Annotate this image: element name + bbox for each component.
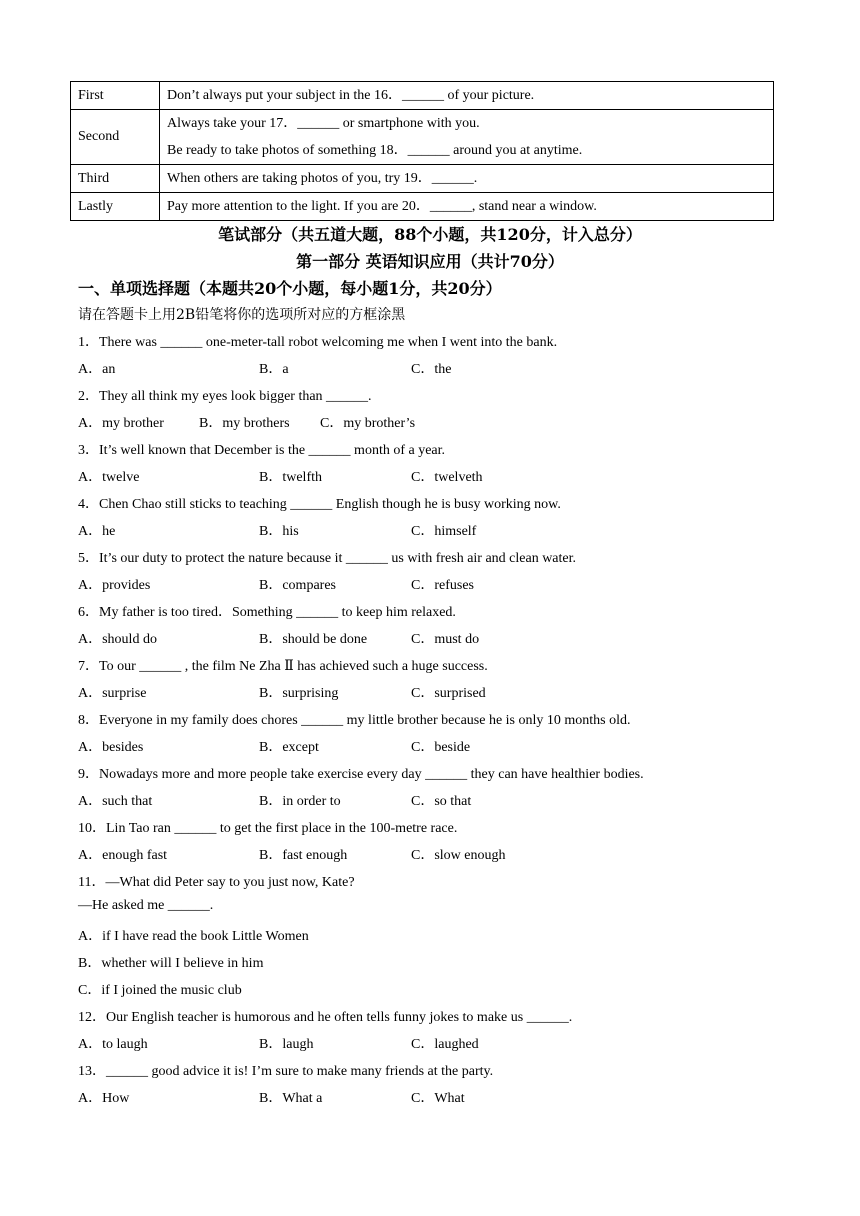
- question-stem: 1．There was ______ one-meter-tall robot welcoming me when I went into the bank.: [78, 335, 558, 350]
- option-b[interactable]: B．surprising: [259, 686, 339, 701]
- option-b[interactable]: B．twelfth: [259, 470, 322, 485]
- question-options: [78, 358, 778, 378]
- question-stem: 3．It’s well known that December is the ______ month of a year.: [78, 443, 446, 458]
- question-stem: 2．They all think my eyes look bigger than ______.: [78, 389, 372, 404]
- option-b[interactable]: B．except: [259, 740, 319, 755]
- question-stem: 11．—What did Peter say to you just now, Kate?: [78, 875, 355, 890]
- row-label: First: [71, 82, 160, 110]
- option-a[interactable]: A．if I have read the book Little Women: [78, 929, 309, 944]
- option-c[interactable]: C．so that: [411, 794, 472, 809]
- row-content: [160, 165, 774, 193]
- question-options: [78, 682, 778, 702]
- option-a[interactable]: A．should do: [78, 632, 157, 647]
- part-one-title: 第一部分 英语知识应用（共计70分）: [296, 252, 564, 271]
- option-b[interactable]: B．whether will I believe in him: [78, 956, 264, 971]
- table-row: [71, 110, 774, 165]
- question-options: [78, 1087, 778, 1107]
- question-stem-reply: —He asked me ______.: [78, 898, 214, 913]
- option-c[interactable]: C．if I joined the music club: [78, 983, 242, 998]
- question-stem: 12．Our English teacher is humorous and he often tells funny jokes to make us ______.: [78, 1010, 573, 1025]
- question-stem: 9．Nowadays more and more people take exercise every day ______ they can have healthier bodies.: [78, 767, 644, 782]
- option-c[interactable]: C．surprised: [411, 686, 486, 701]
- option-b[interactable]: B．compares: [259, 578, 336, 593]
- row-content: [160, 110, 774, 165]
- row-line: When others are taking photos of you, try 19．______.: [167, 171, 478, 186]
- question-stem: 6．My father is too tired．Something ______ to keep him relaxed.: [78, 605, 456, 620]
- option-a[interactable]: A．an: [78, 362, 116, 377]
- option-c[interactable]: C．himself: [411, 524, 477, 539]
- option-a[interactable]: A．surprise: [78, 686, 147, 701]
- table-row: [71, 82, 774, 110]
- row-line: Be ready to take photos of something 18．______ around you at anytime.: [167, 143, 583, 158]
- question-stem: 7．To our ______ , the film Ne Zha Ⅱ has achieved such a huge success.: [78, 659, 488, 674]
- question-options: [78, 736, 778, 756]
- question-stem: 10．Lin Tao ran ______ to get the first place in the 100-metre race.: [78, 821, 458, 836]
- option-b[interactable]: B．What a: [259, 1091, 323, 1106]
- option-a[interactable]: A．twelve: [78, 470, 140, 485]
- question-options: [78, 520, 778, 540]
- table-row: [71, 193, 774, 221]
- row-label: Second: [71, 110, 160, 165]
- option-c[interactable]: C．laughed: [411, 1037, 479, 1052]
- question-options: [78, 628, 778, 648]
- written-part-title: 笔试部分（共五道大题，88个小题，共120分，计入总分）: [218, 225, 642, 244]
- fill-in-table: [70, 81, 774, 221]
- option-b[interactable]: B．his: [259, 524, 299, 539]
- instruction: 请在答题卡上用2B铅笔将你的选项所对应的方框涂黑: [78, 307, 406, 323]
- option-b[interactable]: B．laugh: [259, 1037, 314, 1052]
- row-line: Don’t always put your subject in the 16．______ of your picture.: [167, 88, 535, 103]
- option-b[interactable]: B．my brothers: [199, 416, 290, 431]
- row-content: [160, 82, 774, 110]
- option-c[interactable]: C．What: [411, 1091, 465, 1106]
- option-c[interactable]: C．the: [411, 362, 452, 377]
- row-content: [160, 193, 774, 221]
- option-b[interactable]: B．in order to: [259, 794, 341, 809]
- option-a[interactable]: A．provides: [78, 578, 151, 593]
- question-stem: 4．Chen Chao still sticks to teaching ______ English though he is busy working now.: [78, 497, 561, 512]
- option-a[interactable]: A．my brother: [78, 416, 164, 431]
- question-stem: 8．Everyone in my family does chores ______ my little brother because he is only 10 months old.: [78, 713, 631, 728]
- option-c[interactable]: C．must do: [411, 632, 480, 647]
- question-options: [78, 412, 778, 432]
- section-one-title: 一、单项选择题（本题共20个小题，每小题1分，共20分）: [78, 279, 502, 298]
- option-b[interactable]: B．fast enough: [259, 848, 348, 863]
- question-stem: 13．______ good advice it is! I’m sure to make many friends at the party.: [78, 1064, 494, 1079]
- option-c[interactable]: C．twelveth: [411, 470, 483, 485]
- row-label: Third: [71, 165, 160, 193]
- option-a[interactable]: A．such that: [78, 794, 153, 809]
- option-b[interactable]: B．should be done: [259, 632, 368, 647]
- row-line: Always take your 17．______ or smartphone with you.: [167, 116, 480, 131]
- row-line: Pay more attention to the light. If you are 20．______, stand near a window.: [167, 199, 597, 214]
- option-a[interactable]: A．besides: [78, 740, 144, 755]
- question-options: [78, 1033, 778, 1053]
- option-c[interactable]: C．beside: [411, 740, 471, 755]
- question-stem: 5．It’s our duty to protect the nature because it ______ us with fresh air and clean water.: [78, 551, 577, 566]
- question-options: [78, 790, 778, 810]
- table-row: [71, 165, 774, 193]
- option-b[interactable]: B．a: [259, 362, 289, 377]
- question-options: [78, 574, 778, 594]
- option-a[interactable]: A．How: [78, 1091, 130, 1106]
- row-label: Lastly: [71, 193, 160, 221]
- option-c[interactable]: C．my brother’s: [320, 416, 416, 431]
- option-a[interactable]: A．he: [78, 524, 116, 539]
- question-options: [78, 844, 778, 864]
- option-c[interactable]: C．refuses: [411, 578, 474, 593]
- tips-table: [70, 81, 774, 221]
- option-c[interactable]: C．slow enough: [411, 848, 506, 863]
- option-a[interactable]: A．enough fast: [78, 848, 168, 863]
- question-options: [78, 466, 778, 486]
- option-a[interactable]: A．to laugh: [78, 1037, 148, 1052]
